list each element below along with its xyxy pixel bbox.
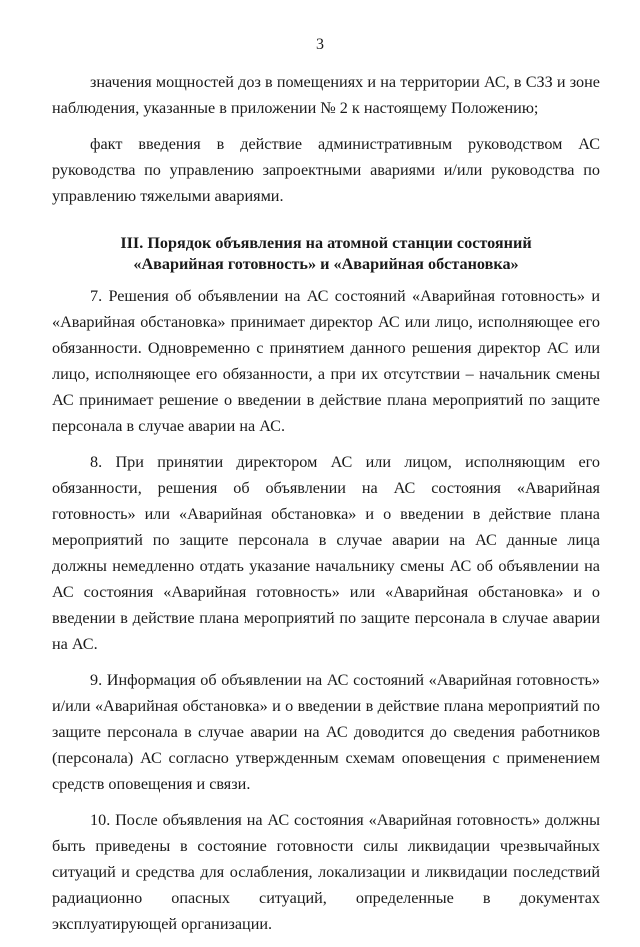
section-heading: III. Порядок объявления на атомной станции состояний «Аварийная готовность» и «Аварийная обстановка» (120, 234, 532, 273)
paragraph-item-9: 9. Информация об объявлении на АС состояний «Аварийная готовность» и/или «Аварийная обстановка» и о введении в действие плана мероприятий по защите персонала в случае аварии на АС доводится до сведения работников (персонала) АС согласно утвержденным схемам оповещения с применением средств оповещения и связи. (52, 671, 600, 793)
paragraph-item-8: 8. При принятии директором АС или лицом, исполняющим его обязанности, решения об объявлении на АС состояния «Аварийная готовность» или «Аварийная обстановка» и о введении в действие плана мероприятий по защите персонала в случае аварии на АС данные лица должны немедленно отдать указание начальнику смены АС об объявлении на АС состояния «Аварийная готовность» или «Аварийная обстановка» и о введении в действие плана мероприятий по защите персонала в случае аварии на АС. (52, 453, 600, 653)
paragraph-guidance-activation: факт введения в действие административным руководством АС руководства по управлению запроектными авариями и/или руководства по управлению тяжелыми авариями. (52, 135, 600, 205)
document-body (52, 69, 600, 947)
paragraph-item-7: 7. Решения об объявлении на АС состояний «Аварийная готовность» и «Аварийная обстановка» принимает директор АС или лицо, исполняющее его обязанности. Одновременно с принятием данного решения директор АС или лицо, исполняющее его обязанности, а при их отсутствии – начальник смены АС принимает решение о введении в действие плана мероприятий по защите персонала в случае аварии на АС. (52, 287, 600, 435)
paragraph-item-10: 10. После объявления на АС состояния «Аварийная готовность» должны быть приведены в состояние готовности силы ликвидации чрезвычайных ситуаций и средства для ослабления, локализации и ликвидации последствий радиационно опасных ситуаций, определенные в документах эксплуатирующей организации. (52, 811, 600, 933)
paragraph-dose-values: значения мощностей доз в помещениях и на территории АС, в СЗЗ и зоне наблюдения, указанные в приложении № 2 к настоящему Положению; (52, 73, 600, 117)
page-number: 3 (316, 36, 324, 53)
